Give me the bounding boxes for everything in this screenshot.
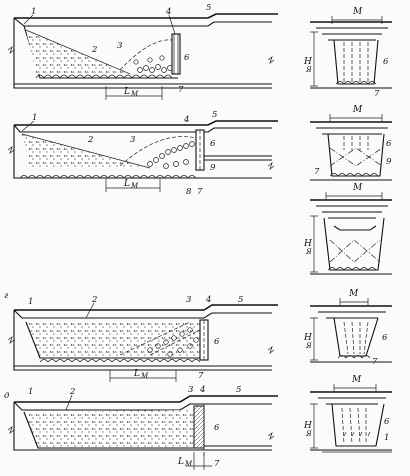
panel-b-label-5: 5 bbox=[212, 110, 218, 120]
section-5-steps bbox=[318, 398, 386, 404]
panel-b-leader-1 bbox=[22, 121, 34, 131]
panel-b-label-8: 8 bbox=[186, 187, 192, 197]
section-4-height-sub: Я bbox=[306, 342, 312, 350]
panel-b-label-1: 1 bbox=[32, 113, 38, 123]
section-2-stope-walls bbox=[328, 134, 384, 176]
section-4-holes bbox=[344, 322, 368, 354]
panel-g-label-3: 3 bbox=[186, 295, 192, 305]
section-5-holes bbox=[342, 408, 366, 444]
panel-b-break-left bbox=[8, 147, 14, 153]
panel-g-label-6: 6 bbox=[214, 337, 220, 347]
panel-b-dim-label: L bbox=[124, 179, 130, 189]
panel-a-hanging-wall bbox=[14, 14, 278, 18]
panel-g-label-7: 7 bbox=[198, 371, 204, 381]
section-3-height-label: H bbox=[304, 239, 312, 249]
panel-g-dim-label: L bbox=[134, 369, 140, 379]
panel-g-label-4: 4 bbox=[206, 295, 212, 305]
panel-a-step bbox=[14, 18, 40, 26]
section-1-stope-walls bbox=[334, 40, 378, 84]
section-4-width-label: M bbox=[349, 289, 359, 299]
section-2-label-9: 9 bbox=[386, 157, 392, 167]
panel-a-label-6: 6 bbox=[184, 53, 190, 63]
panel-d-cut-slot bbox=[194, 406, 204, 448]
panel-a-label-2: 2 bbox=[92, 45, 98, 55]
section-2-label-7: 7 bbox=[314, 167, 320, 177]
section-2-width-label: M bbox=[353, 105, 363, 115]
section-4-dim-width bbox=[340, 298, 368, 306]
panel-a-label-7: 7 bbox=[178, 85, 184, 95]
section-3-fan-holes bbox=[330, 240, 380, 262]
section-3-steps bbox=[316, 206, 388, 218]
panel-a-label-3: 3 bbox=[117, 41, 123, 51]
panel-d-label-3: 3 bbox=[188, 385, 194, 395]
panel-d-break-left bbox=[8, 427, 14, 433]
panel-b-dim-sub: M bbox=[131, 182, 139, 190]
panel-a-break-left bbox=[8, 47, 14, 53]
section-4-label-6: 6 bbox=[382, 333, 388, 343]
panel-d-label-5: 5 bbox=[236, 385, 242, 395]
panel-g-letter: г bbox=[4, 291, 9, 301]
section-4-height-label: H bbox=[304, 333, 312, 343]
panel-b bbox=[8, 110, 278, 197]
section-3-inner-roof bbox=[334, 226, 376, 230]
panel-b-break-right bbox=[268, 163, 274, 169]
section-2 bbox=[310, 105, 392, 180]
section-5-label-6: 6 bbox=[384, 417, 390, 427]
panel-b-roof-line bbox=[30, 128, 272, 132]
panel-d-dim-sub: M bbox=[185, 460, 193, 468]
section-2-fan-holes bbox=[330, 148, 382, 166]
panel-g-label-1: 1 bbox=[28, 297, 34, 307]
section-1-steps bbox=[316, 28, 388, 40]
section-4-steps bbox=[318, 312, 386, 318]
panel-g-dim-sub: M bbox=[141, 372, 149, 380]
panel-b-label-6: 6 bbox=[210, 139, 216, 149]
panel-d bbox=[4, 385, 278, 470]
section-5-width-label: M bbox=[352, 375, 362, 385]
section-2-steps bbox=[316, 128, 388, 134]
section-3-height-sub: Я bbox=[306, 248, 312, 256]
panel-g-roof-line bbox=[28, 313, 272, 318]
panel-a-label-1: 1 bbox=[31, 7, 37, 17]
panel-d-dim-label: L bbox=[178, 457, 184, 467]
panel-a-dim-sub: M bbox=[131, 90, 139, 98]
section-4 bbox=[303, 289, 392, 367]
panel-a-raise bbox=[172, 34, 180, 74]
panel-d-label-7: 7 bbox=[214, 459, 220, 469]
panel-d-label-6: 6 bbox=[214, 423, 220, 433]
panel-g-hanging-wall bbox=[14, 305, 278, 310]
panel-b-label-4: 4 bbox=[184, 115, 190, 125]
panel-a-break-right bbox=[268, 57, 274, 63]
section-3-dim-width bbox=[326, 192, 382, 200]
panel-g-label-2: 2 bbox=[92, 295, 98, 305]
section-3 bbox=[303, 183, 392, 274]
panel-d-letter: д bbox=[4, 391, 10, 401]
section-1 bbox=[303, 7, 392, 99]
panel-b-label-2: 2 bbox=[88, 135, 94, 145]
panel-a-label-5: 5 bbox=[206, 3, 212, 13]
section-3-width-label: M bbox=[353, 183, 363, 193]
panel-g-step bbox=[14, 310, 28, 318]
section-5-dim-width bbox=[334, 384, 376, 392]
panel-d-label-4: 4 bbox=[200, 385, 206, 395]
panel-a bbox=[8, 3, 278, 100]
panel-b-label-7: 7 bbox=[197, 187, 203, 197]
section-5-height-label: H bbox=[304, 421, 312, 431]
section-2-label-6: 6 bbox=[386, 139, 392, 149]
panel-g-break-left bbox=[8, 337, 14, 343]
section-2-holes bbox=[344, 136, 368, 150]
panel-g-break-right bbox=[268, 347, 274, 353]
panel-b-hanging-wall bbox=[14, 121, 278, 125]
panel-g-label-5: 5 bbox=[238, 295, 244, 305]
section-2-dim-width bbox=[330, 114, 382, 122]
section-1-label-7: 7 bbox=[374, 89, 380, 99]
section-1-label-6: 6 bbox=[383, 57, 389, 67]
panel-d-break-right bbox=[268, 433, 274, 439]
section-5-label-1: 1 bbox=[384, 433, 390, 443]
panel-a-leader-1 bbox=[24, 15, 33, 24]
panel-d-dim-ticks bbox=[194, 452, 204, 470]
panel-g bbox=[4, 291, 278, 382]
section-1-height-label: H bbox=[304, 57, 312, 67]
panel-d-label-2: 2 bbox=[70, 387, 76, 397]
section-1-width-label: M bbox=[353, 7, 363, 17]
section-4-stope-walls bbox=[334, 318, 378, 356]
section-5 bbox=[303, 375, 392, 452]
section-1-holes bbox=[344, 42, 368, 82]
panel-a-roof-line bbox=[40, 22, 272, 26]
panel-b-label-3: 3 bbox=[130, 135, 136, 145]
panel-d-broken-ore bbox=[24, 410, 194, 448]
panel-a-dim-label: L bbox=[124, 87, 130, 97]
panel-b-label-9: 9 bbox=[210, 163, 216, 173]
panel-d-label-1: 1 bbox=[28, 387, 34, 397]
panel-a-label-4: 4 bbox=[166, 7, 172, 17]
panel-d-step bbox=[14, 402, 30, 410]
section-1-height-sub: Я bbox=[306, 66, 312, 74]
section-5-height-sub: Я bbox=[306, 430, 312, 438]
section-4-label-7: 7 bbox=[372, 357, 378, 367]
panel-b-blasted-rock bbox=[148, 142, 195, 169]
panel-d-hanging-wall bbox=[14, 396, 278, 402]
panel-g-drawpoints bbox=[40, 360, 200, 363]
panel-b-sublevel-drift bbox=[204, 156, 272, 160]
